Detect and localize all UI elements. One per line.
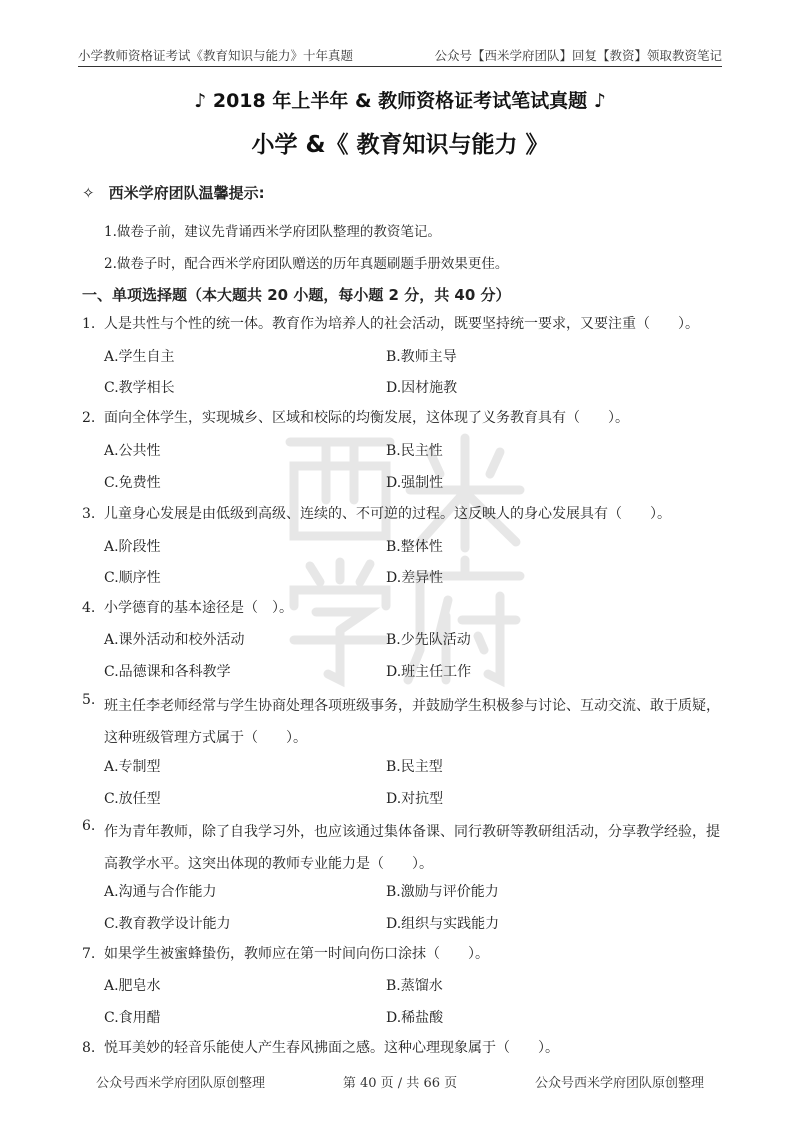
option-c: C.品德课和各科教学: [104, 664, 231, 680]
question-number: 2.: [82, 410, 96, 426]
sparkle-icon: ✧: [82, 184, 95, 202]
option-d: D.班主任工作: [386, 664, 472, 680]
option-c: C.教学相长: [104, 380, 175, 396]
question-stem: [82, 690, 722, 746]
question-number: 3.: [82, 506, 96, 522]
option-c: C.放任型: [104, 791, 161, 807]
question-stem: [82, 408, 722, 428]
option-c: C.教育教学设计能力: [104, 916, 231, 932]
option-d: D.稀盐酸: [386, 1010, 444, 1026]
footer-right-text: 公众号西米学府团队原创整理: [534, 1076, 704, 1091]
option-c: C.顺序性: [104, 570, 161, 586]
header-left-text: 小学教师资格证考试《教育知识与能力》十年真题: [78, 48, 354, 63]
question-text: 班主任李老师经常与学生协商处理各项班级事务，并鼓励学生积极参与讨论、互动交流、敢于质疑，这种班级管理方式属于（ ）。: [104, 698, 720, 746]
tips-heading: [82, 182, 265, 203]
question-number: 8.: [82, 1040, 96, 1056]
tips-heading-text: 西米学府团队温馨提示:: [108, 184, 265, 202]
exam-title: ♪ 2018 年上半年 & 教师资格证考试笔试真题 ♪: [194, 90, 606, 112]
question-stem: [82, 598, 722, 618]
option-b: B.蒸馏水: [386, 978, 443, 994]
footer-left-text: 公众号西米学府团队原创整理: [96, 1076, 266, 1091]
option-d: D.组织与实践能力: [386, 916, 500, 932]
question-number: 1.: [82, 316, 96, 332]
option-a: A.沟通与合作能力: [104, 884, 217, 900]
option-d: D.强制性: [386, 475, 444, 491]
header-right-text: 公众号【西米学府团队】回复【教资】领取教资笔记: [434, 48, 722, 63]
question-text: 悦耳美妙的轻音乐能使人产生春风拂面之感。这种心理现象属于（ ）。: [104, 1040, 559, 1056]
option-c: C.免费性: [104, 475, 161, 491]
option-a: A.肥皂水: [104, 978, 161, 994]
question-text: 如果学生被蜜蜂蛰伤，教师应在第一时间向伤口涂抹（ ）。: [104, 946, 489, 962]
option-a: A.课外活动和校外活动: [104, 632, 245, 648]
question-stem: [82, 944, 722, 964]
option-b: B.激励与评价能力: [386, 884, 499, 900]
exam-subtitle: 小学 &《 教育知识与能力 》: [251, 132, 549, 158]
question-stem: [82, 504, 722, 524]
question-stem: [82, 1038, 722, 1058]
question-number: 5.: [82, 692, 96, 708]
question-text: 儿童身心发展是由低级到高级、连续的、不可逆的过程。这反映人的身心发展具有（ ）。: [104, 506, 671, 522]
question-text: 小学德育的基本途径是（ ）。: [104, 600, 293, 616]
question-text: 面向全体学生，实现城乡、区域和校际的均衡发展，这体现了义务教育具有（ ）。: [104, 410, 629, 426]
option-b: B.少先队活动: [386, 632, 471, 648]
question-stem: [82, 816, 722, 872]
option-d: D.差异性: [386, 570, 444, 586]
option-b: B.整体性: [386, 539, 443, 555]
question-number: 6.: [82, 818, 96, 834]
option-c: C.食用醋: [104, 1010, 161, 1026]
page-number: 第 40 页 / 共 66 页: [342, 1076, 458, 1091]
option-d: D.对抗型: [386, 791, 444, 807]
option-a: A.专制型: [104, 759, 161, 775]
option-a: A.学生自主: [104, 349, 175, 365]
tip-item: 2.做卷子时，配合西米学府团队赠送的历年真题刷题手册效果更佳。: [104, 256, 509, 272]
option-a: A.公共性: [104, 443, 161, 459]
page-header: [78, 44, 722, 67]
question-text: 人是共性与个性的统一体。教育作为培养人的社会活动，既要坚持统一要求，又要注重（ ）。: [104, 316, 699, 332]
question-text: 作为青年教师，除了自我学习外，也应该通过集体备课、同行教研等教研组活动，分享教学经验，提高教学水平。这突出体现的教师专业能力是（ ）。: [104, 824, 720, 872]
option-b: B.民主性: [386, 443, 443, 459]
option-b: B.教师主导: [386, 349, 457, 365]
question-number: 7.: [82, 946, 96, 962]
question-number: 4.: [82, 600, 96, 616]
option-d: D.因材施教: [386, 380, 458, 396]
option-b: B.民主型: [386, 759, 443, 775]
watermark-logo: [280, 430, 530, 690]
section-title: 一、单项选择题（本大题共 20 小题，每小题 2 分，共 40 分）: [82, 286, 511, 304]
option-a: A.阶段性: [104, 539, 161, 555]
tip-item: 1.做卷子前，建议先背诵西米学府团队整理的教资笔记。: [104, 224, 441, 240]
question-stem: [82, 314, 722, 334]
